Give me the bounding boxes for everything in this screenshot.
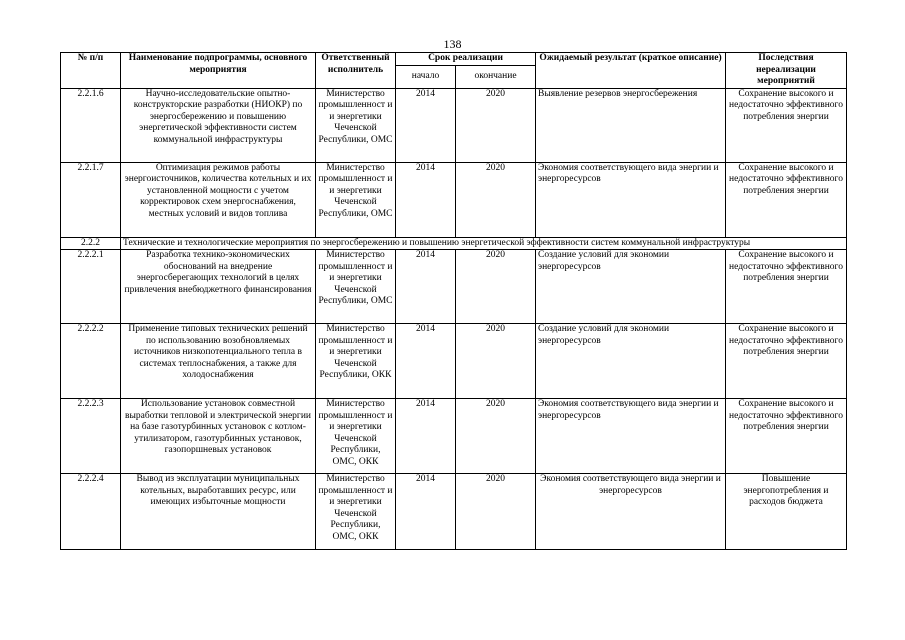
row-responsible: Министерство промышленност и и энергетики Чеченской Республики, ОМС	[316, 250, 396, 324]
row-start-year: 2014	[396, 250, 456, 324]
row-consequences: Сохранение высокого и недостаточно эффективного потребления энергии	[726, 88, 847, 162]
section-number: 2.2.2	[61, 237, 121, 250]
row-result: Выявление резервов энергосбережения	[536, 88, 726, 162]
row-result: Экономия соответствующего вида энергии и энергоресурсов	[536, 162, 726, 237]
header-period: Срок реализации	[396, 53, 536, 66]
row-responsible: Министерство промышленност и и энергетики Чеченской Республики, ОМС, ОКК	[316, 399, 396, 474]
row-start-year: 2014	[396, 88, 456, 162]
header-num: № п/п	[61, 53, 121, 89]
header-result: Ожидаемый результат (краткое описание)	[536, 53, 726, 89]
table-row	[61, 474, 847, 550]
row-number: 2.2.2.2	[61, 324, 121, 399]
row-responsible: Министерство промышленност и и энергетики Чеченской Республики, ОМС	[316, 88, 396, 162]
row-start-year: 2014	[396, 399, 456, 474]
header-end: окончание	[456, 65, 536, 88]
page-number: 138	[443, 37, 462, 51]
table-body-top	[61, 88, 847, 237]
row-responsible: Министерство промышленност и и энергетики Чеченской Республики, ОКК	[316, 324, 396, 399]
header-start: начало	[396, 65, 456, 88]
table-row	[61, 250, 847, 324]
row-name: Применение типовых технических решений по использованию возобновляемых источников низкопотенциального тепла в системах теплоснабжения, а также для холодоснабжения	[121, 324, 316, 399]
program-table	[60, 52, 847, 550]
row-name: Разработка технико-экономических обоснований на внедрение энергосберегающих технологий в целях привлечения внебюджетного финансирования	[121, 250, 316, 324]
row-number: 2.2.2.1	[61, 250, 121, 324]
row-end-year: 2020	[456, 162, 536, 237]
row-consequences: Повышение энергопотребления и расходов бюджета	[726, 474, 847, 550]
row-end-year: 2020	[456, 399, 536, 474]
table-row	[61, 399, 847, 474]
row-result: Создание условий для экономии энергоресурсов	[536, 324, 726, 399]
row-number: 2.2.1.6	[61, 88, 121, 162]
header-name: Наименование подпрограммы, основного мероприятия	[121, 53, 316, 89]
row-end-year: 2020	[456, 474, 536, 550]
row-name: Научно-исследовательские опытно-конструкторские разработки (НИОКР) по энергосбережению и повышению энергетической эффективности систем коммунальной инфраструктуры	[121, 88, 316, 162]
row-result: Создание условий для экономии энергоресурсов	[536, 250, 726, 324]
row-name: Вывод из эксплуатации муниципальных котельных, выработавших ресурс, или имеющих избыточные мощности	[121, 474, 316, 550]
row-start-year: 2014	[396, 162, 456, 237]
row-consequences: Сохранение высокого и недостаточно эффективного потребления энергии	[726, 399, 847, 474]
header-consequences: Последствия нереализации мероприятий	[726, 53, 847, 89]
row-consequences: Сохранение высокого и недостаточно эффективного потребления энергии	[726, 324, 847, 399]
row-name: Использование установок совместной выработки тепловой и электрической энергии на базе газотурбинных установок с котлом-утилизатором, газотурбинных установок, газопоршневых установок	[121, 399, 316, 474]
row-end-year: 2020	[456, 324, 536, 399]
row-number: 2.2.1.7	[61, 162, 121, 237]
header-responsible: Ответственный исполнитель	[316, 53, 396, 89]
row-number: 2.2.2.4	[61, 474, 121, 550]
header-row	[61, 53, 847, 66]
row-result: Экономия соответствующего вида энергии и энергоресурсов	[536, 399, 726, 474]
table-row	[61, 162, 847, 237]
table-body-bottom	[61, 250, 847, 550]
row-result: Экономия соответствующего вида энергии и энергоресурсов	[536, 474, 726, 550]
row-name: Оптимизация режимов работы энергоисточников, количества котельных и их установленной мощности с учетом корректировок схем энергоснабжения, местных условий и видов топлива	[121, 162, 316, 237]
row-responsible: Министерство промышленност и и энергетики Чеченской Республики, ОМС	[316, 162, 396, 237]
section-row	[61, 237, 847, 250]
row-end-year: 2020	[456, 250, 536, 324]
row-start-year: 2014	[396, 474, 456, 550]
row-responsible: Министерство промышленност и и энергетики Чеченской Республики, ОМС, ОКК	[316, 474, 396, 550]
row-consequences: Сохранение высокого и недостаточно эффективного потребления энергии	[726, 250, 847, 324]
row-number: 2.2.2.3	[61, 399, 121, 474]
table-row	[61, 88, 847, 162]
row-consequences: Сохранение высокого и недостаточно эффективного потребления энергии	[726, 162, 847, 237]
row-start-year: 2014	[396, 324, 456, 399]
section-body	[61, 237, 847, 250]
table-row	[61, 324, 847, 399]
row-end-year: 2020	[456, 88, 536, 162]
section-title: Технические и технологические мероприятия по энергосбережению и повышению энергетической эффективности систем коммунальной инфраструктуры	[121, 237, 847, 250]
